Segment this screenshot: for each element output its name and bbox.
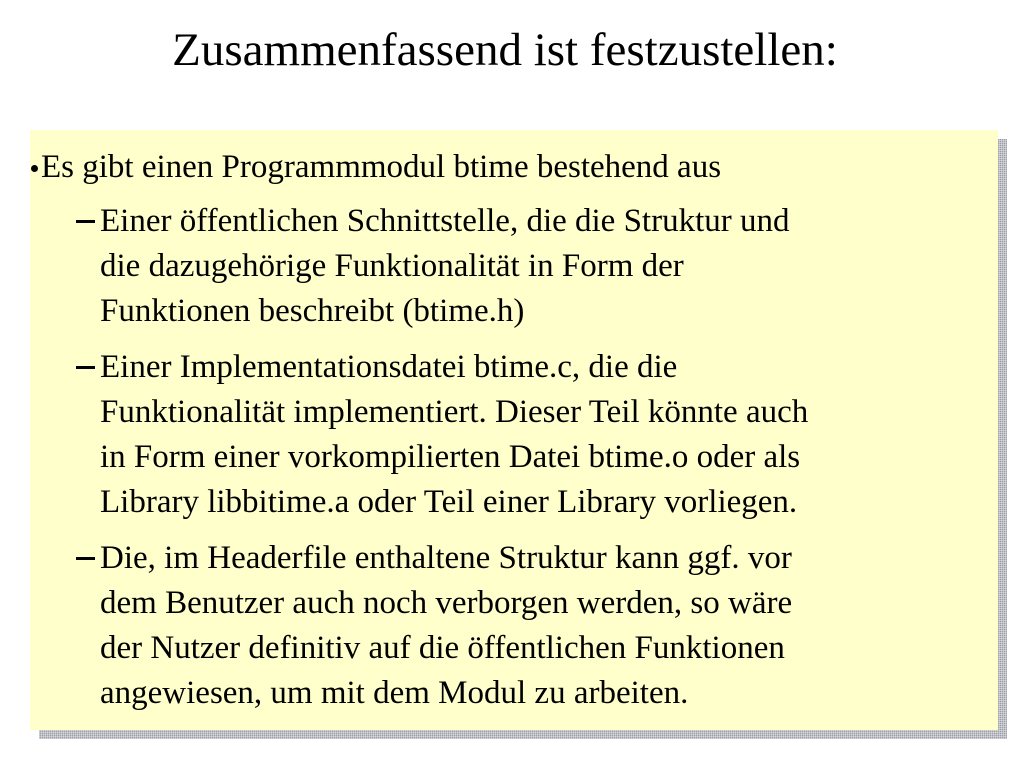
sub-bullet-line: dem Benutzer auch noch verborgen werden, so wäre (100, 585, 793, 621)
sub-bullet-line: der Nutzer definitiv auf die öffentlichen Funktionen (100, 630, 785, 666)
bullet-dot-icon (31, 165, 38, 172)
sub-bullet-line: Die, im Headerfile enthaltene Struktur kann ggf. vor (100, 540, 792, 576)
sub-bullet-item (30, 199, 998, 334)
sub-bullet-line: Einer Implementationsdatei btime.c, die die (100, 349, 678, 385)
sub-bullet-line: Library libbitime.a oder Teil einer Library vorliegen. (100, 484, 798, 520)
sub-bullet-line: angewiesen, um mit dem Modul zu arbeiten. (100, 675, 689, 711)
dash-bullet-icon (76, 220, 95, 223)
sub-bullet-line: Funktionalität implementiert. Dieser Teil könnte auch (100, 394, 809, 430)
sub-bullet-list (30, 199, 998, 727)
sub-bullet-item (30, 345, 998, 525)
sub-bullet-item (30, 536, 998, 716)
slide-title: Zusammenfassend ist festzustellen: (172, 24, 838, 76)
content-box (30, 130, 998, 730)
dash-bullet-icon (76, 557, 95, 560)
main-bullet-text: Es gibt einen Programmmodul btime bestehend aus (41, 149, 722, 185)
sub-bullet-line: in Form einer vorkompilierten Datei btime.o oder als (100, 439, 801, 475)
sub-bullet-line: die dazugehörige Funktionalität in Form der (100, 248, 684, 284)
sub-bullet-line: Einer öffentlichen Schnittstelle, die die Struktur und (100, 203, 790, 239)
sub-bullet-line: Funktionen beschreibt (btime.h) (100, 293, 525, 329)
dash-bullet-icon (76, 366, 95, 369)
